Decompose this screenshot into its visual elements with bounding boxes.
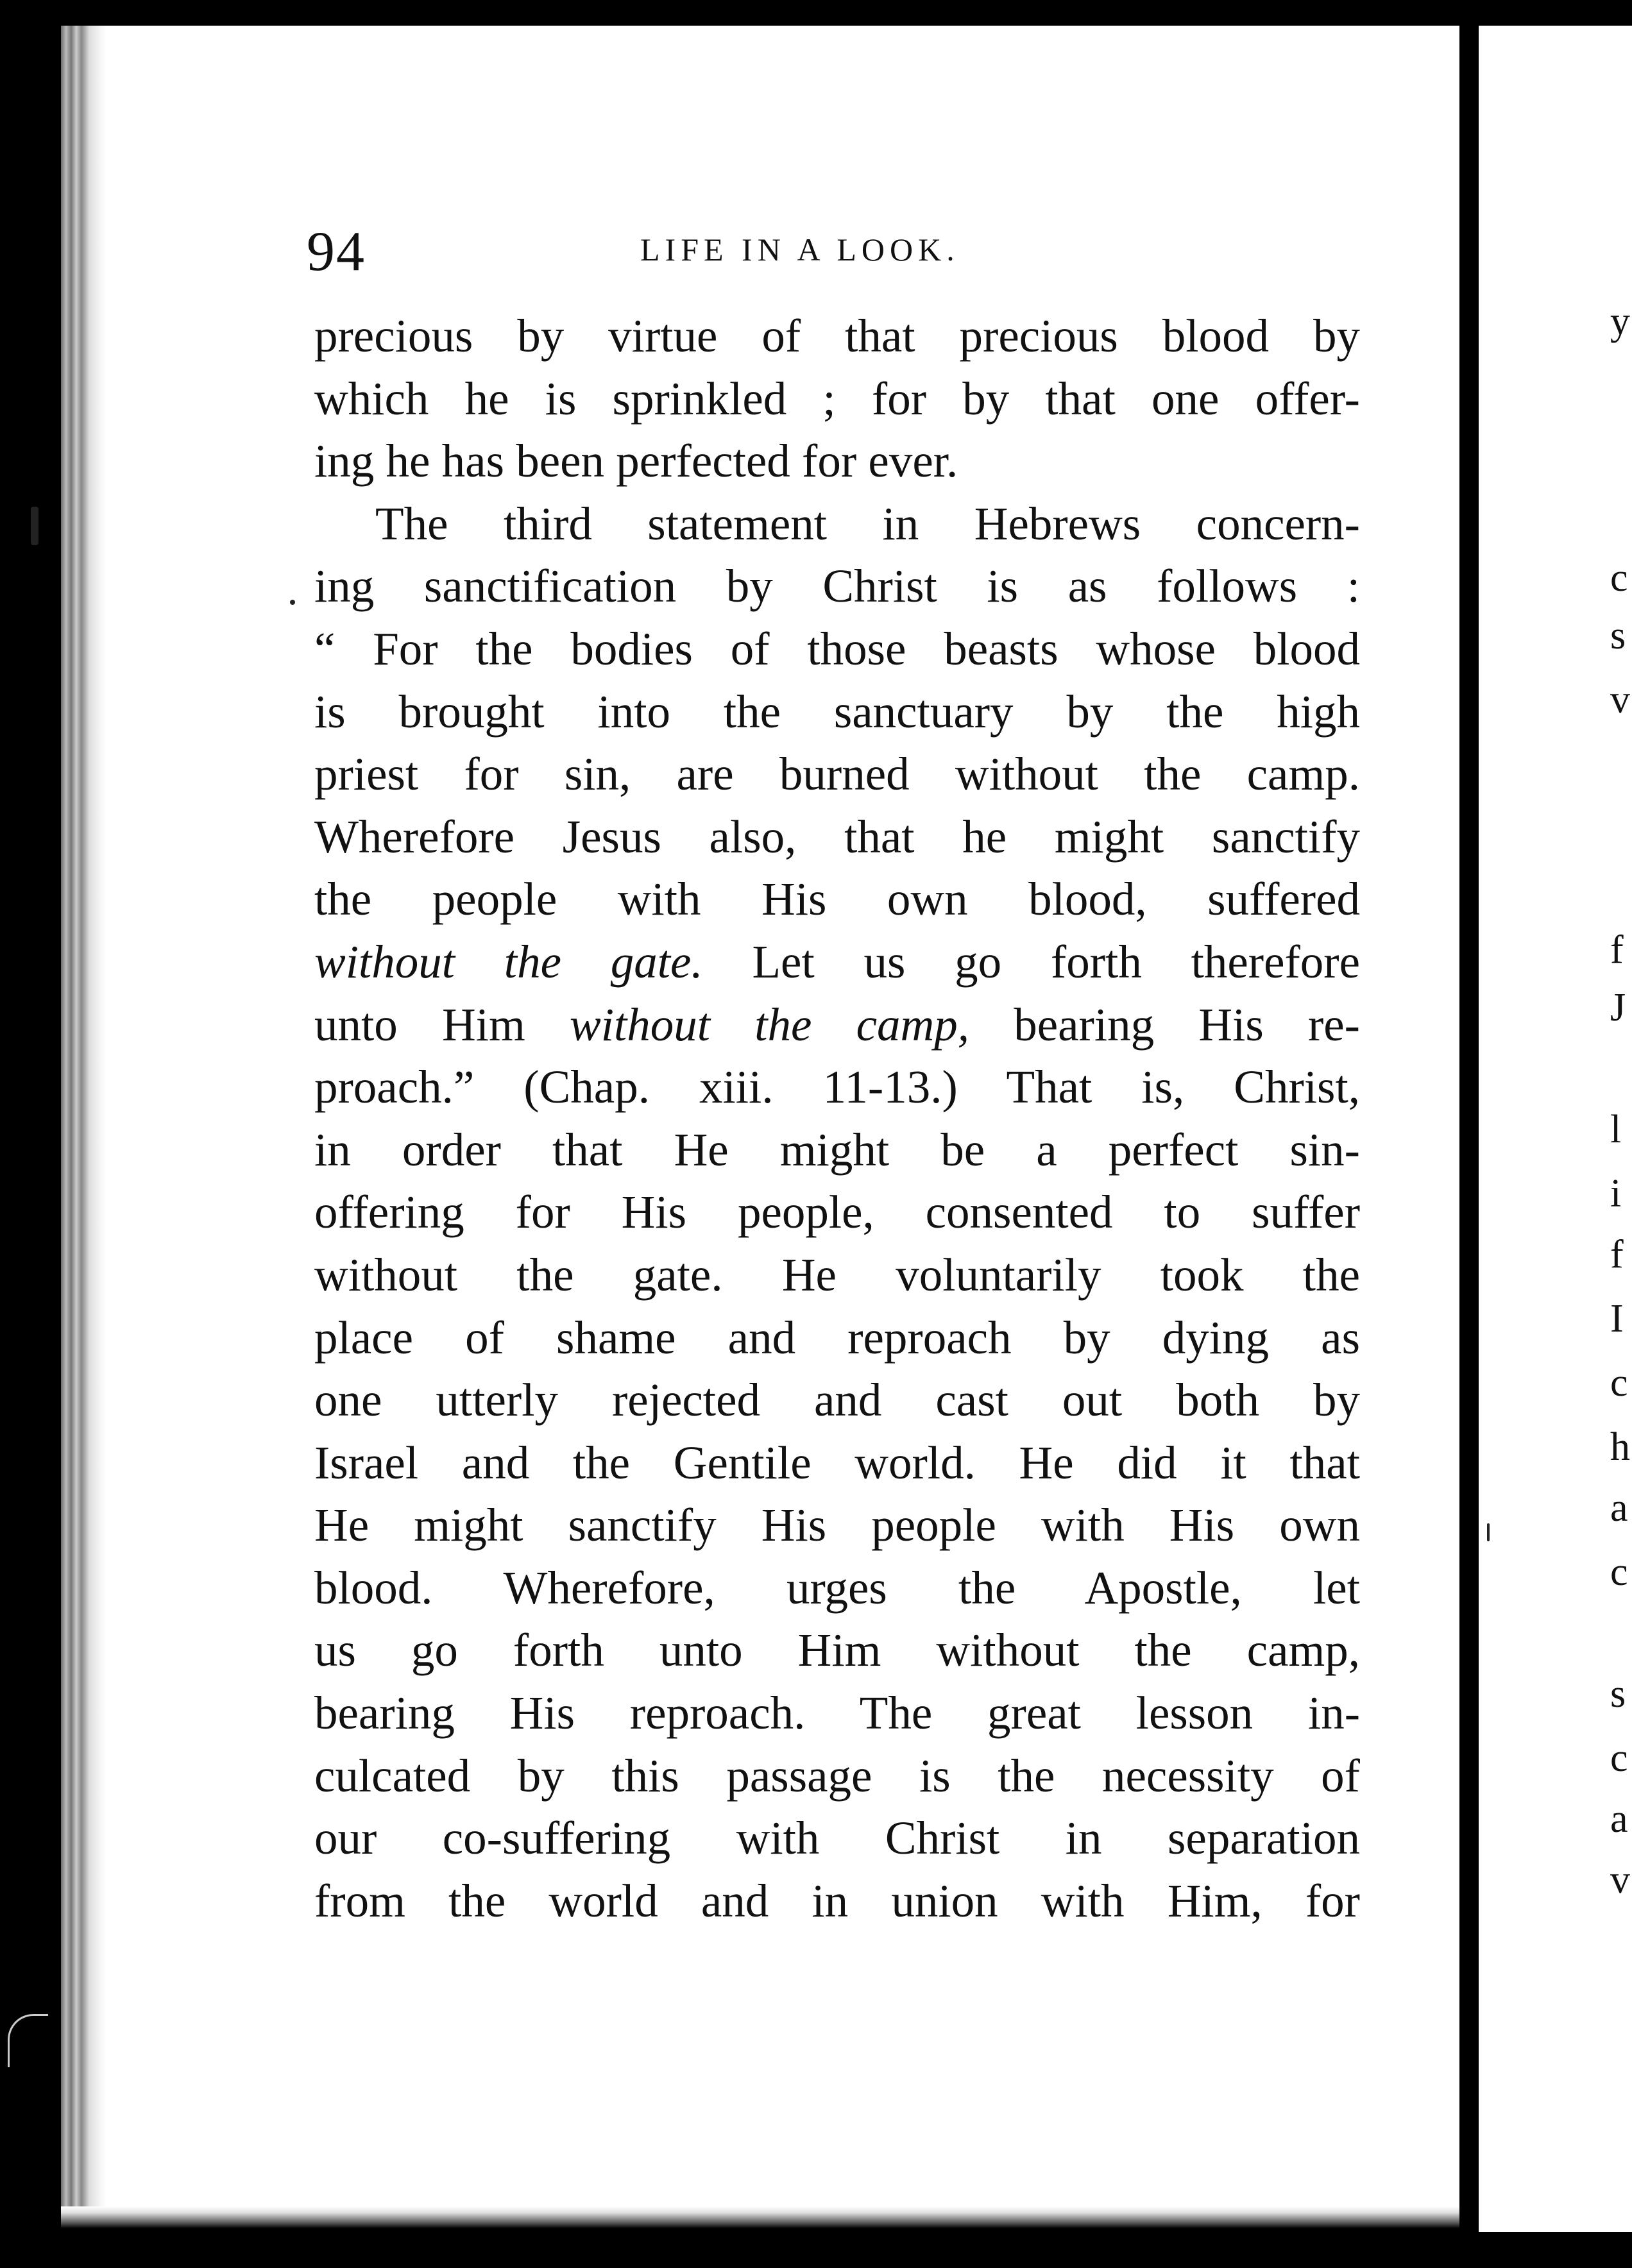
- text-line: our co-suffering with Christ in separation: [314, 1812, 1360, 1865]
- facing-fragment: c: [1610, 556, 1628, 600]
- facing-fragment: J: [1610, 986, 1626, 1029]
- facing-fragment: h: [1610, 1425, 1630, 1469]
- facing-fragment: f: [1610, 928, 1624, 972]
- facing-fragment: f: [1610, 1233, 1624, 1276]
- speck: [290, 600, 295, 605]
- text-line: proach.” (Chap. xiii. 11-13.) That is, Christ,: [314, 1061, 1360, 1113]
- text-line: Wherefore Jesus also, that he might sanctify: [314, 810, 1360, 863]
- text-line: priest for sin, are burned without the camp.: [314, 748, 1360, 800]
- facing-fragment: y: [1610, 300, 1630, 343]
- page-edge-left: [61, 26, 106, 2219]
- text-line: ing he has been perfected for ever.: [314, 435, 958, 487]
- speck: [1487, 1523, 1490, 1541]
- facing-page: [1479, 26, 1632, 2232]
- text-line: which he is sprinkled ; for by that one offer-: [314, 372, 1360, 425]
- facing-fragment: c: [1610, 1550, 1628, 1594]
- scan-corner-mark: [8, 2014, 48, 2067]
- line-rest: bearing His re-: [969, 998, 1360, 1051]
- line-rest: Let us go forth therefore: [702, 935, 1361, 988]
- facing-fragment: I: [1610, 1297, 1624, 1341]
- text-line: one utterly rejected and cast out both by: [314, 1374, 1360, 1426]
- text-line: us go forth unto Him without the camp,: [314, 1624, 1360, 1677]
- text-line: ing sanctification by Christ is as follows :: [314, 560, 1360, 613]
- facing-fragment: v: [1610, 678, 1630, 722]
- facing-fragment: c: [1610, 1736, 1628, 1780]
- facing-fragment: l: [1610, 1108, 1622, 1151]
- italic-phrase: without the camp,: [570, 998, 970, 1051]
- running-title: LIFE IN A LOOK.: [640, 232, 960, 267]
- body-text: [314, 305, 1360, 1932]
- page-edge-bottom: [61, 2206, 1459, 2228]
- facing-fragment: a: [1610, 1486, 1628, 1530]
- facing-fragment: s: [1610, 1672, 1626, 1716]
- text-line-with-italic: [314, 994, 1360, 1056]
- facing-fragment: c: [1610, 1361, 1628, 1405]
- text-line: from the world and in union with Him, for: [314, 1874, 1360, 1927]
- facing-fragment: i: [1610, 1172, 1622, 1215]
- text-line: “ For the bodies of those beasts whose blood: [314, 622, 1360, 675]
- text-line: He might sanctify His people with His own: [314, 1499, 1360, 1552]
- page-number: 94: [307, 221, 366, 283]
- speck: [31, 507, 38, 545]
- text-line: the people with His own blood, suffered: [314, 873, 1360, 926]
- facing-fragment: s: [1610, 614, 1626, 657]
- text-line: is brought into the sanctuary by the high: [314, 685, 1360, 738]
- text-line: place of shame and reproach by dying as: [314, 1311, 1360, 1364]
- text-line: without the gate. He voluntarily took the: [314, 1248, 1360, 1301]
- page-header: [307, 219, 1365, 283]
- text-line: The third statement in Hebrews concern-: [375, 497, 1360, 550]
- text-line: Israel and the Gentile world. He did it that: [314, 1436, 1360, 1489]
- text-line: in order that He might be a perfect sin-: [314, 1123, 1360, 1176]
- text-line: offering for His people, consented to suffer: [314, 1186, 1360, 1239]
- text-line: culcated by this passage is the necessity of: [314, 1749, 1360, 1802]
- text-line: precious by virtue of that precious blood by: [314, 310, 1360, 362]
- text-line: blood. Wherefore, urges the Apostle, let: [314, 1561, 1360, 1614]
- book-gutter: [1459, 0, 1479, 2268]
- text-line: bearing His reproach. The great lesson in-: [314, 1687, 1360, 1739]
- facing-fragment: a: [1610, 1797, 1628, 1841]
- text-line-with-italic: [314, 931, 1360, 994]
- line-start: unto Him: [314, 998, 570, 1051]
- facing-fragment: v: [1610, 1858, 1630, 1902]
- italic-phrase: without the gate.: [314, 935, 703, 988]
